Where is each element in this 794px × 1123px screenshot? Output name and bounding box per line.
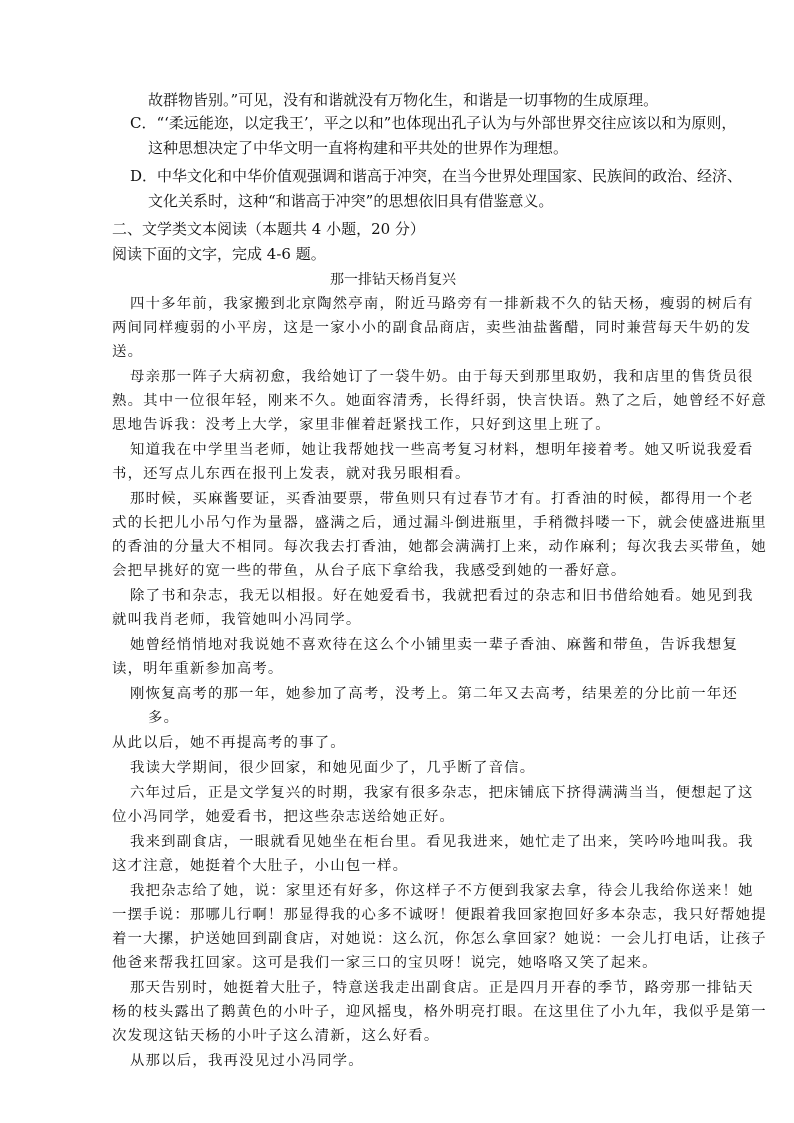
story-line: 那时候，买麻酱要证，买香油要票，带鱼则只有过春节才有。打香油的时候，都得用一个老 — [130, 491, 754, 507]
story-line: 杨的枝头露出了鹅黄色的小叶子，迎风摇曳，格外明亮打眼。在这里住了小九年，我似乎是第一 — [112, 1004, 767, 1020]
story-line: 送。 — [112, 344, 144, 360]
story-line: 我读大学期间，很少回家，和她见面少了，几乎断了音信。 — [130, 760, 536, 776]
story-line: 从那以后，我再没见过小冯同学。 — [130, 1053, 364, 1069]
option-d-line-1: D．中华文化和中华价值观强调和谐高于冲突，在当今世界处理国家、民族间的政治、经济、 — [130, 167, 743, 185]
story-line: 就叫我肖老师，我管她叫小冯同学。 — [112, 612, 362, 628]
story-line: 位小冯同学，她爱看书，把这些杂志送给她正好。 — [112, 809, 455, 825]
story-line: 这才注意，她挺着个大肚子，小山包一样。 — [112, 858, 409, 874]
story-line: 书，还写点儿东西在报刊上发表，就对我另眼相看。 — [112, 466, 471, 482]
story-line: 六年过后，正是文学复兴的时期，我家有很多杂志，把床铺底下挤得满满当当，便想起了这 — [130, 785, 754, 801]
story-line: 他爸来帮我扛回家。这可是我们一家三口的宝贝呀！说完，她咯咯又笑了起来。 — [112, 955, 658, 971]
option-c-line-1: C．“‘柔远能迩，以定我王’，平之以和”也体现出孔子认为与外部世界交往应该以和为原则， — [130, 114, 737, 132]
story-line: 着一大摞，护送她回到副食店，对她说：这么沉，你怎么拿回家？她说：一会儿打电话，让孩子 — [112, 931, 767, 947]
story-line: 她曾经悄悄地对我说她不喜欢待在这么个小铺里卖一辈子香油、麻酱和带鱼，告诉我想复 — [130, 637, 739, 653]
story-line: 的香油的分量大不相同。每次我去打香油，她都会满满打上来，动作麻利；每次我去买带鱼，她 — [112, 539, 767, 555]
story-line: 读，明年重新参加高考。 — [112, 661, 284, 677]
option-c-line-2: 这种思想决定了中华文明一直将构建和平共处的世界作为理想。 — [148, 139, 569, 157]
story-line: 次发现这钻天杨的小叶子这么清新，这么好看。 — [112, 1028, 440, 1044]
story-line: 式的长把儿小吊勺作为量器，盛满之后，通过漏斗倒进瓶里，手稍微抖喽一下，就会使盛进瓶里 — [112, 515, 767, 531]
reading-instruction: 阅读下面的文字，完成 4-6 题。 — [112, 245, 326, 263]
story-line: 我把杂志给了她，说：家里还有好多，你这样子不方便到我家去拿，待会儿我给你送来！她 — [130, 883, 754, 899]
story-line: 母亲那一阵子大病初愈，我给她订了一袋牛奶。由于每天到那里取奶，我和店里的售货员很 — [130, 369, 754, 385]
story-line: 知道我在中学里当老师，她让我帮她找一些高考复习材料，想明年接着考。她又听说我爱看 — [130, 442, 754, 458]
option-a-continuation: 故群物皆别。”可见，没有和谐就没有万物化生，和谐是一切事物的生成原理。 — [148, 91, 659, 109]
story-line: 思地告诉我：没考上大学，家里非催着赶紧找工作，只好到这里上班了。 — [112, 417, 611, 433]
story-line: 我来到副食店，一眼就看见她坐在柜台里。看见我进来，她忙走了出来，笑吟吟地叫我。我 — [130, 834, 754, 850]
story-line: 两间同样瘦弱的小平房，这是一家小小的副食品商店，卖些油盐酱醋，同时兼营每天牛奶的发 — [112, 320, 752, 336]
story-line: 熟。其中一位很年轻，刚来不久。她面容清秀，长得纤弱，快言快语。熟了之后，她曾经不好意 — [112, 393, 767, 409]
story-line: 从此以后，她不再提高考的事了。 — [112, 735, 346, 751]
option-d-line-2: 文化关系时，这种“和谐高于冲突”的思想依旧具有借鉴意义。 — [148, 192, 554, 210]
section-heading: 二、文学类文本阅读（本题共 4 小题，20 分） — [112, 220, 425, 238]
story-line: 多。 — [148, 710, 180, 726]
story-line: 除了书和杂志，我无以相报。好在她爱看书，我就把看过的杂志和旧书借给她看。她见到我 — [130, 588, 754, 604]
story-line: 刚恢复高考的那一年，她参加了高考，没考上。第二年又去高考，结果差的分比前一年还 — [130, 686, 739, 702]
story-line: 会把早挑好的宽一些的带鱼，从台子底下拿给我，我感受到她的一番好意。 — [112, 563, 627, 579]
story-line: 四十多年前，我家搬到北京陶然亭南，附近马路旁有一排新栽不久的钻天杨，瘦弱的树后有 — [130, 296, 754, 312]
story-line: 一摆手说：那哪儿行啊！那显得我的心多不诚呀！便跟着我回家抱回好多本杂志，我只好帮她提 — [112, 907, 767, 923]
story-line: 那天告别时，她挺着大肚子，特意送我走出副食店。正是四月开春的季节，路旁那一排钻天 — [130, 980, 754, 996]
story-title: 那一排钻天杨肖复兴 — [330, 272, 456, 288]
